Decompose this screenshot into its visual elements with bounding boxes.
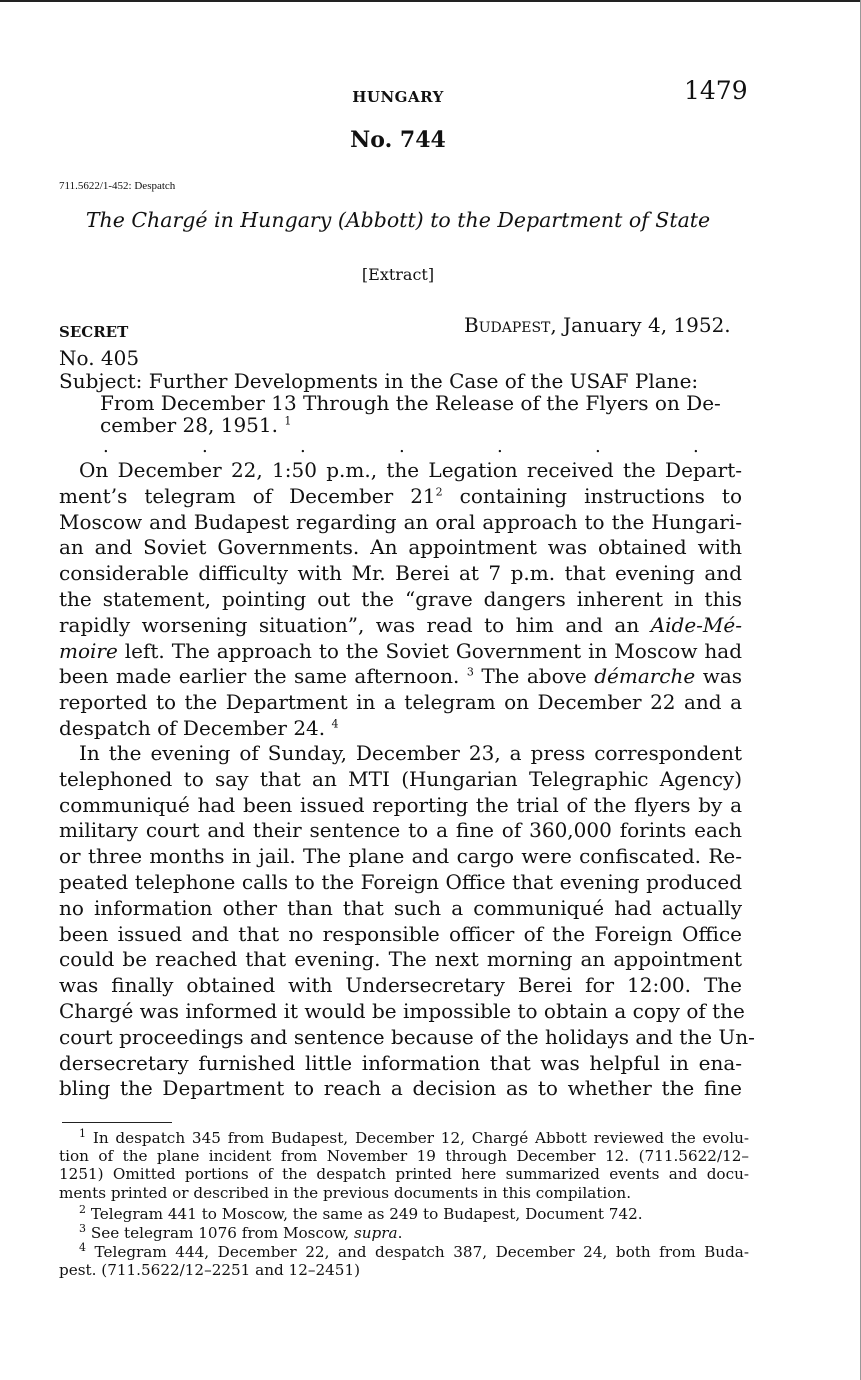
file-reference: 711.5622/1-452: Despatch <box>59 180 176 192</box>
dateline-date: , January 4, 1952. <box>550 313 731 337</box>
footnote-3: $^3$ See telegram 1076 from Moscow, supra. <box>79 1221 403 1242</box>
despatch-number: No. 405 <box>59 346 140 370</box>
footnote-2: $^2$ Telegram 441 to Moscow, the same as 249 to Budapest, Document 742. <box>79 1202 643 1223</box>
running-head: HUNGARY <box>352 88 444 106</box>
footnote-4: $^4$ Telegram 444, December 22, and despatch 387, December 24, both from Buda- pest. (711.5622/12–2251 and 12–2451) <box>59 1240 749 1280</box>
subject-line-2: From December 13 Through the Release of the Flyers on De- <box>100 391 721 415</box>
document-title: The Chargé in Hungary (Abbott) to the Department of State <box>85 208 711 232</box>
dateline-place: Budapest <box>464 313 551 337</box>
footnote-ref-3: 3 <box>466 665 474 679</box>
subject-line-3: cember 28, 1951. $^1$ <box>100 413 292 437</box>
extract-note: [Extract] <box>361 265 435 284</box>
footnote-ref-2: 2 <box>435 485 443 499</box>
body-paragraph-2: In the evening of Sunday, December 23, a press correspondent telephoned to say that an MTI (Hungarian Telegraphic Agency) communiqué had been issued reporting the trial of the flyers by a military court and their sentence to a fine of 360,000 forints each or three months in jail. The plane and cargo were confiscated. Re- peated telephone calls to the Foreign Office that evening produced no information other than that such a communiqué had actually been issued and that no responsible officer of the Foreign Office could be reached that evening. The next morning an appointment was finally obtained with Undersecretary Berei for 12:00. The Chargé was informed it would be impossible to obtain a copy of the court proceedings and sentence because of the holidays and the Un- dersecretary furnished little information that was helpful in ena- bling the Department to reach a decision as to whether the fine <box>59 741 755 1101</box>
footnote-rule <box>62 1122 172 1123</box>
footnote-ref-4: 4 <box>331 717 339 731</box>
subject-line-1: Subject: Further Developments in the Case of the USAF Plane: <box>59 369 699 393</box>
dateline <box>464 313 731 337</box>
document-number: No. 744 <box>350 127 446 153</box>
page-number: 1479 <box>684 76 748 105</box>
footnote-ref-1: 1 <box>284 414 292 428</box>
classification-label: SECRET <box>59 323 129 341</box>
body-paragraph-1: On December 22, 1:50 p.m., the Legation received the Depart- ment’s telegram of December $21^2$ containing instructions to Moscow and Budapest regarding an oral approach to the Hungari- an and Soviet Governments. An appointment was obtained with considerable difficulty with Mr. Berei at 7 p.m. that evening and the statement, pointing out the “grave dangers inherent in this rapidly worsening situation”, was read to him and an Aide-Mé- moire left. The approach to the Soviet Government in Moscow had been made earlier the same afternoon. $^3$ The above démarche was reported to the Department in a telegram on December 22 and a despatch of December 24. $^4$ <box>59 458 743 740</box>
footnote-1: $^1$ In despatch 345 from Budapest, December 12, Chargé Abbott reviewed the evolu- tion of the plane incident from November 19 through December 12. (711.5622/12– 1251) Omitted portions of the despatch printed here summarized events and docu- ments printed or described in the previous documents in this compilation. <box>59 1126 749 1202</box>
page-top-border <box>0 0 861 2</box>
subject-line <box>59 370 742 436</box>
